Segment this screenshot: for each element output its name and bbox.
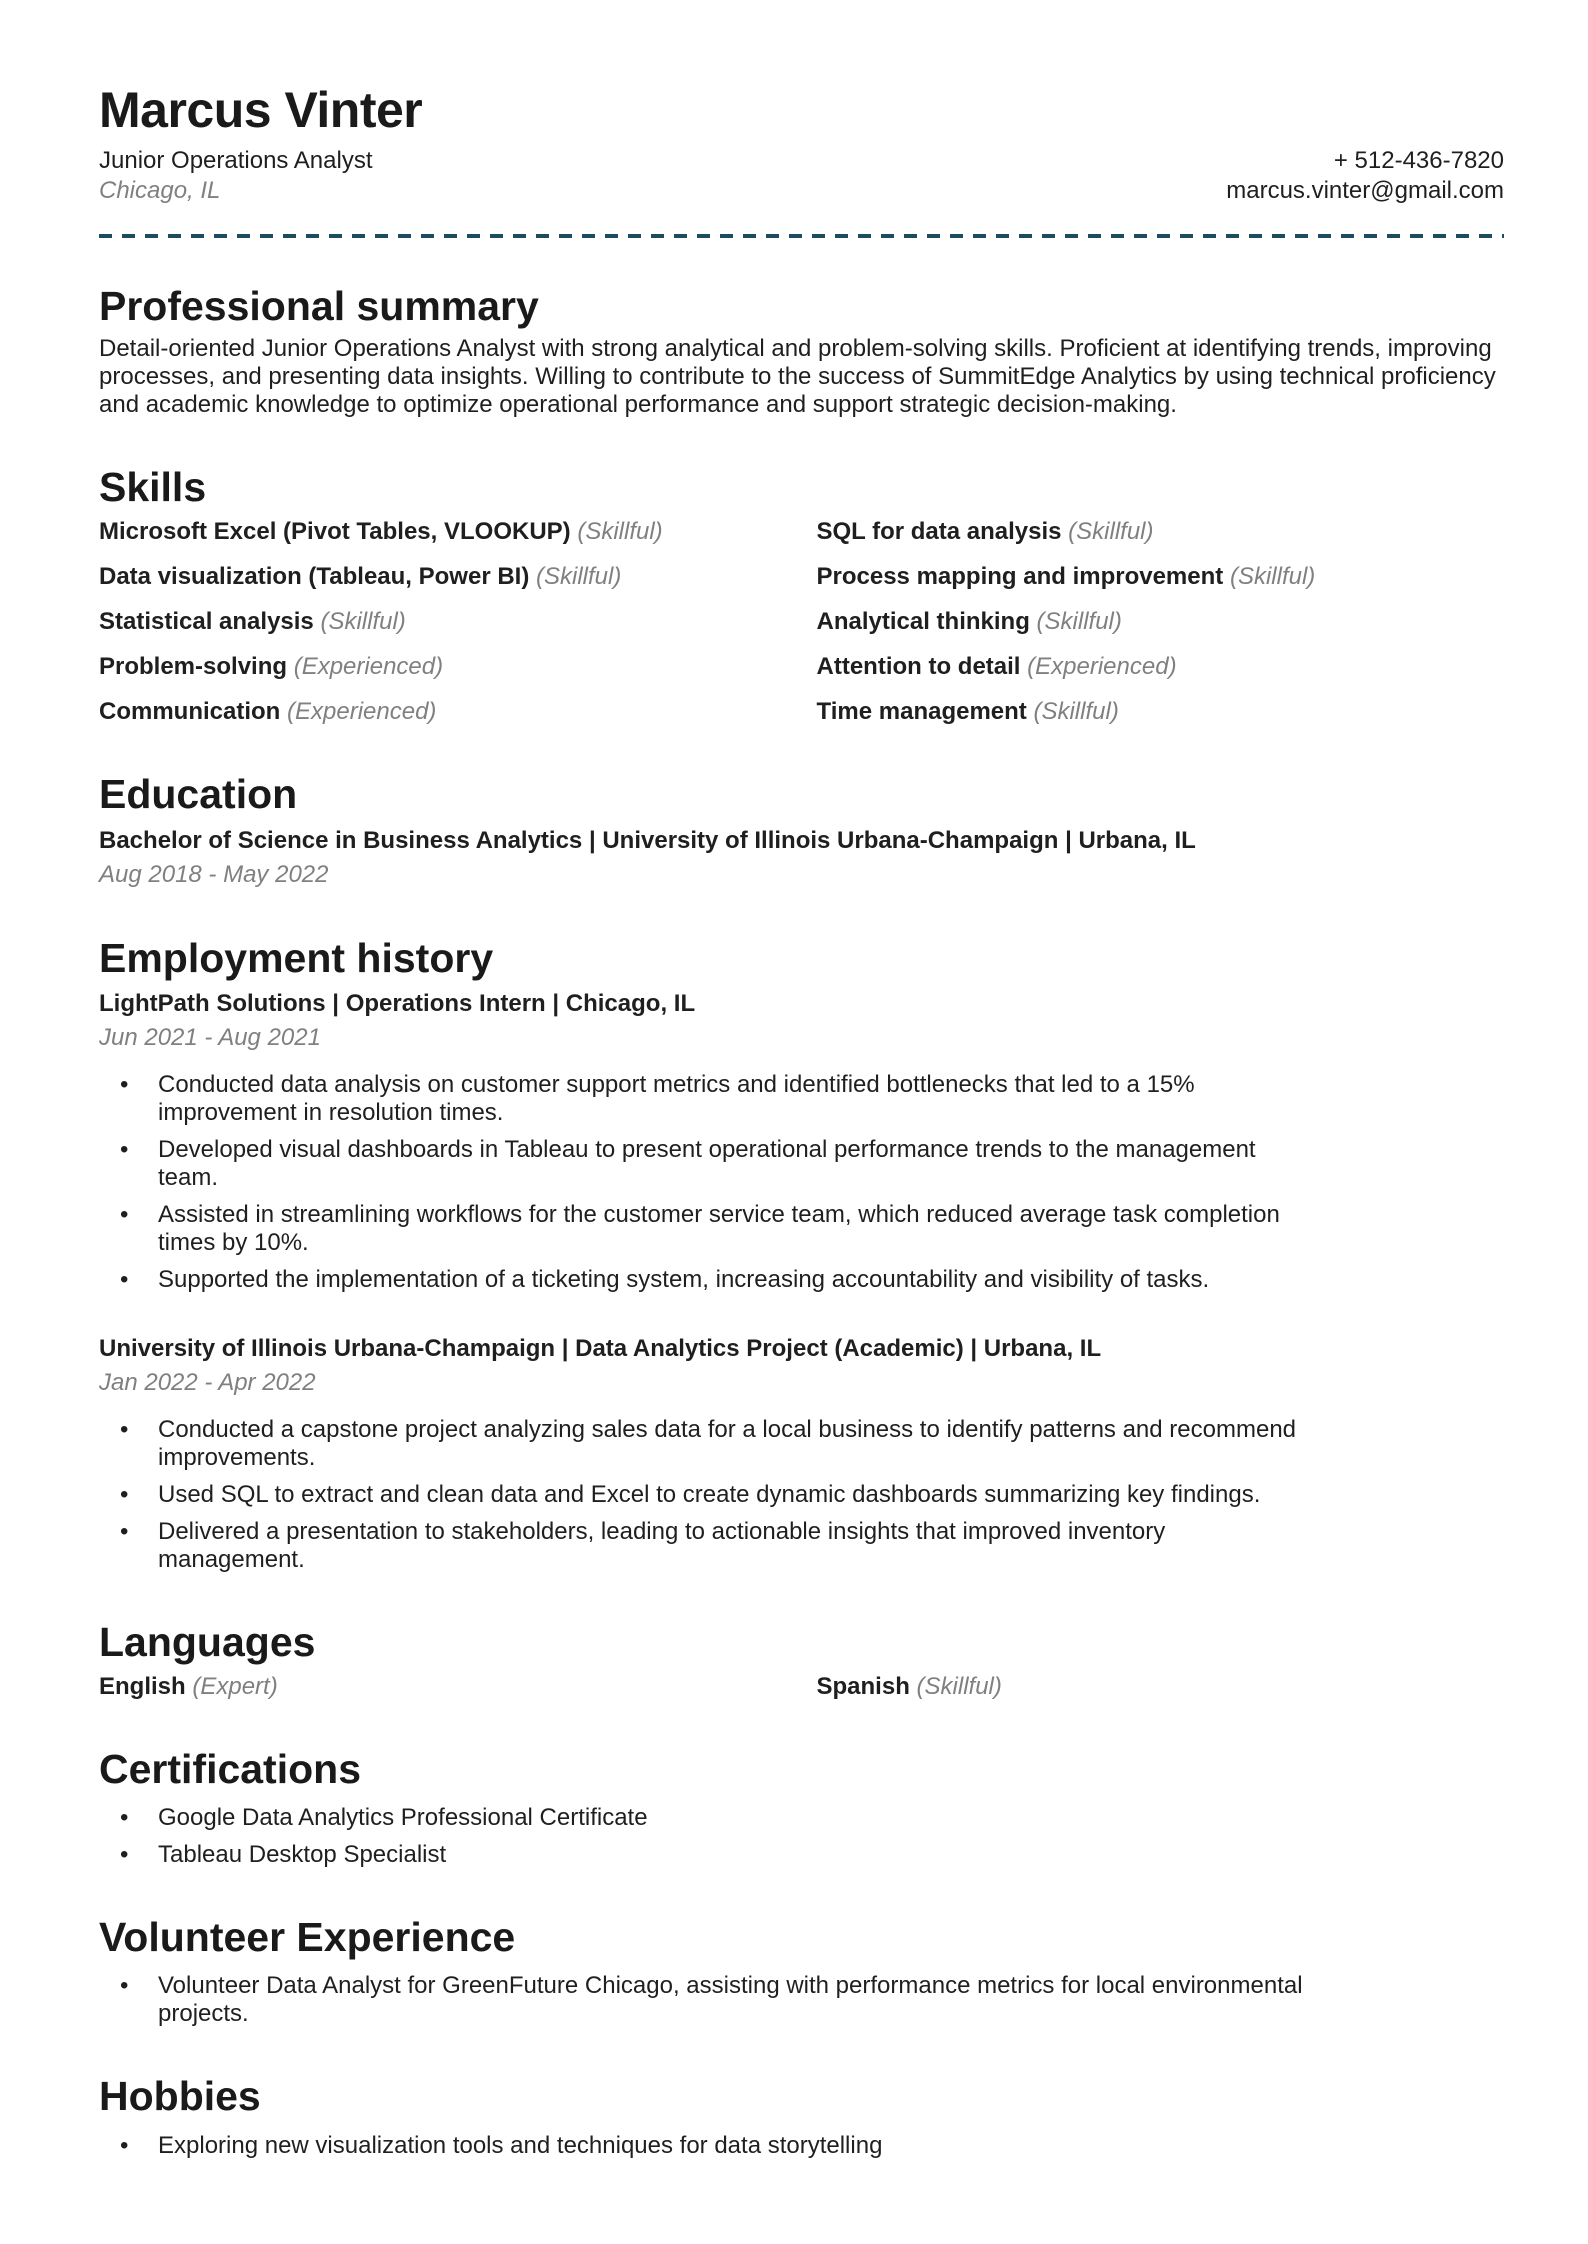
skill-item xyxy=(817,698,1505,726)
job-bullet-list xyxy=(99,1071,1309,1294)
skill-level: (Skillful) xyxy=(1033,698,1119,726)
volunteer-list xyxy=(99,1972,1309,2028)
job-title-line: University of Illinois Urbana-Champaign | Data Analytics Project (Academic) | Urbana, IL xyxy=(99,1334,1102,1362)
job-entry xyxy=(99,989,1504,1294)
skill-level: (Skillful) xyxy=(577,518,663,546)
skill-level: (Skillful) xyxy=(320,608,406,636)
job-bullet: • Conducted data analysis on customer support metrics and identified bottlenecks that led to a 15% improvement in resolution times. xyxy=(99,1071,1309,1127)
education-heading: Education xyxy=(99,771,298,818)
candidate-location: Chicago, IL xyxy=(99,177,221,204)
skill-item xyxy=(817,608,1505,636)
job-bullet: • Delivered a presentation to stakeholders, leading to actionable insights that improved inventory management. xyxy=(99,1518,1309,1574)
languages-heading: Languages xyxy=(99,1618,316,1665)
skill-item xyxy=(99,608,787,636)
skill-name: SQL for data analysis xyxy=(816,518,1062,546)
dashed-divider xyxy=(99,234,1504,238)
summary-heading: Professional summary xyxy=(99,283,539,329)
job-title-line: LightPath Solutions | Operations Intern | Chicago, IL xyxy=(99,989,696,1017)
skill-level: (Experienced) xyxy=(287,698,437,726)
skill-name: Data visualization (Tableau, Power BI) xyxy=(99,563,530,591)
language-level: (Skillful) xyxy=(916,1672,1002,1700)
language-name: English xyxy=(99,1672,186,1700)
skill-name: Time management xyxy=(816,698,1027,726)
section-skills xyxy=(99,463,1504,726)
skills-grid xyxy=(99,518,1504,726)
section-summary xyxy=(99,282,1504,419)
skill-level: (Skillful) xyxy=(1036,608,1122,636)
section-certifications xyxy=(99,1745,1504,1869)
job-bullet: • Developed visual dashboards in Tableau to present operational performance trends to the management team. xyxy=(99,1136,1309,1192)
language-item xyxy=(99,1673,787,1701)
summary-text: Detail-oriented Junior Operations Analyst with strong analytical and problem-solving skills. Proficient at identifying trends, improving processes, and presenting data insights. Willing to contribute to the success of SummitEdge Analytics by using technical proficiency and academic knowledge to optimize operational performance and support strategic decision-making. xyxy=(99,335,1496,419)
contact-row xyxy=(99,146,1504,206)
section-languages xyxy=(99,1618,1504,1701)
hobbies-heading: Hobbies xyxy=(99,2073,261,2120)
skill-item xyxy=(99,518,787,546)
skill-name: Attention to detail xyxy=(816,653,1021,681)
languages-grid xyxy=(99,1673,1504,1701)
phone-number: + 512-436-7820 xyxy=(1333,147,1504,174)
skill-name: Analytical thinking xyxy=(816,608,1030,636)
language-level: (Expert) xyxy=(192,1672,278,1700)
skill-name: Statistical analysis xyxy=(99,608,314,636)
skill-level: (Experienced) xyxy=(1027,653,1177,681)
contact-left xyxy=(99,146,372,206)
section-volunteer xyxy=(99,1913,1504,2028)
section-employment xyxy=(99,934,1504,1574)
contact-right xyxy=(1226,146,1504,206)
certification-item: • Google Data Analytics Professional Certificate xyxy=(99,1804,1309,1832)
hobbies-list xyxy=(99,2132,1309,2160)
certifications-heading: Certifications xyxy=(99,1745,361,1792)
skill-item xyxy=(99,563,787,591)
candidate-job-title: Junior Operations Analyst xyxy=(99,147,373,174)
volunteer-item: • Volunteer Data Analyst for GreenFuture Chicago, assisting with performance metrics for local environmental projects. xyxy=(99,1972,1309,2028)
job-bullet: • Used SQL to extract and clean data and Excel to create dynamic dashboards summarizing key findings. xyxy=(99,1481,1309,1509)
section-hobbies xyxy=(99,2072,1504,2159)
job-bullet-list xyxy=(99,1416,1309,1574)
volunteer-heading: Volunteer Experience xyxy=(99,1914,516,1961)
skill-item xyxy=(817,518,1505,546)
email-address: marcus.vinter@gmail.com xyxy=(1226,177,1504,204)
education-dates: Aug 2018 - May 2022 xyxy=(99,860,329,888)
certifications-list xyxy=(99,1804,1309,1869)
job-entry xyxy=(99,1334,1504,1574)
skill-item xyxy=(99,653,787,681)
resume-header xyxy=(99,80,1504,238)
section-education xyxy=(99,770,1504,889)
skill-name: Problem-solving xyxy=(99,653,288,681)
job-dates: Jan 2022 - Apr 2022 xyxy=(99,1368,316,1396)
skill-item xyxy=(99,698,787,726)
skill-level: (Skillful) xyxy=(1068,518,1154,546)
language-item xyxy=(817,1673,1505,1701)
skills-heading: Skills xyxy=(99,464,207,511)
skill-item xyxy=(817,653,1505,681)
skill-item xyxy=(817,563,1505,591)
skill-level: (Skillful) xyxy=(1229,563,1316,591)
job-bullet: • Conducted a capstone project analyzing sales data for a local business to identify patterns and recommend improvements. xyxy=(99,1416,1309,1472)
hobby-item: • Exploring new visualization tools and techniques for data storytelling xyxy=(99,2132,1309,2160)
education-degree: Bachelor of Science in Business Analytics | University of Illinois Urbana-Champaign | Urbana, IL xyxy=(99,826,1196,854)
skill-name: Process mapping and improvement xyxy=(816,563,1224,591)
skill-level: (Experienced) xyxy=(293,653,444,681)
skill-name: Microsoft Excel (Pivot Tables, VLOOKUP) xyxy=(99,518,571,546)
language-name: Spanish xyxy=(816,1672,910,1700)
job-bullet: • Supported the implementation of a ticketing system, increasing accountability and visibility of tasks. xyxy=(99,1266,1309,1294)
job-dates: Jun 2021 - Aug 2021 xyxy=(99,1023,321,1051)
skill-name: Communication xyxy=(99,698,281,726)
certification-item: • Tableau Desktop Specialist xyxy=(99,1841,1309,1869)
skill-level: (Skillful) xyxy=(535,563,622,591)
candidate-name: Marcus Vinter xyxy=(99,82,423,138)
employment-heading: Employment history xyxy=(99,934,494,981)
job-bullet: • Assisted in streamlining workflows for the customer service team, which reduced average task completion times by 10%. xyxy=(99,1201,1309,1257)
